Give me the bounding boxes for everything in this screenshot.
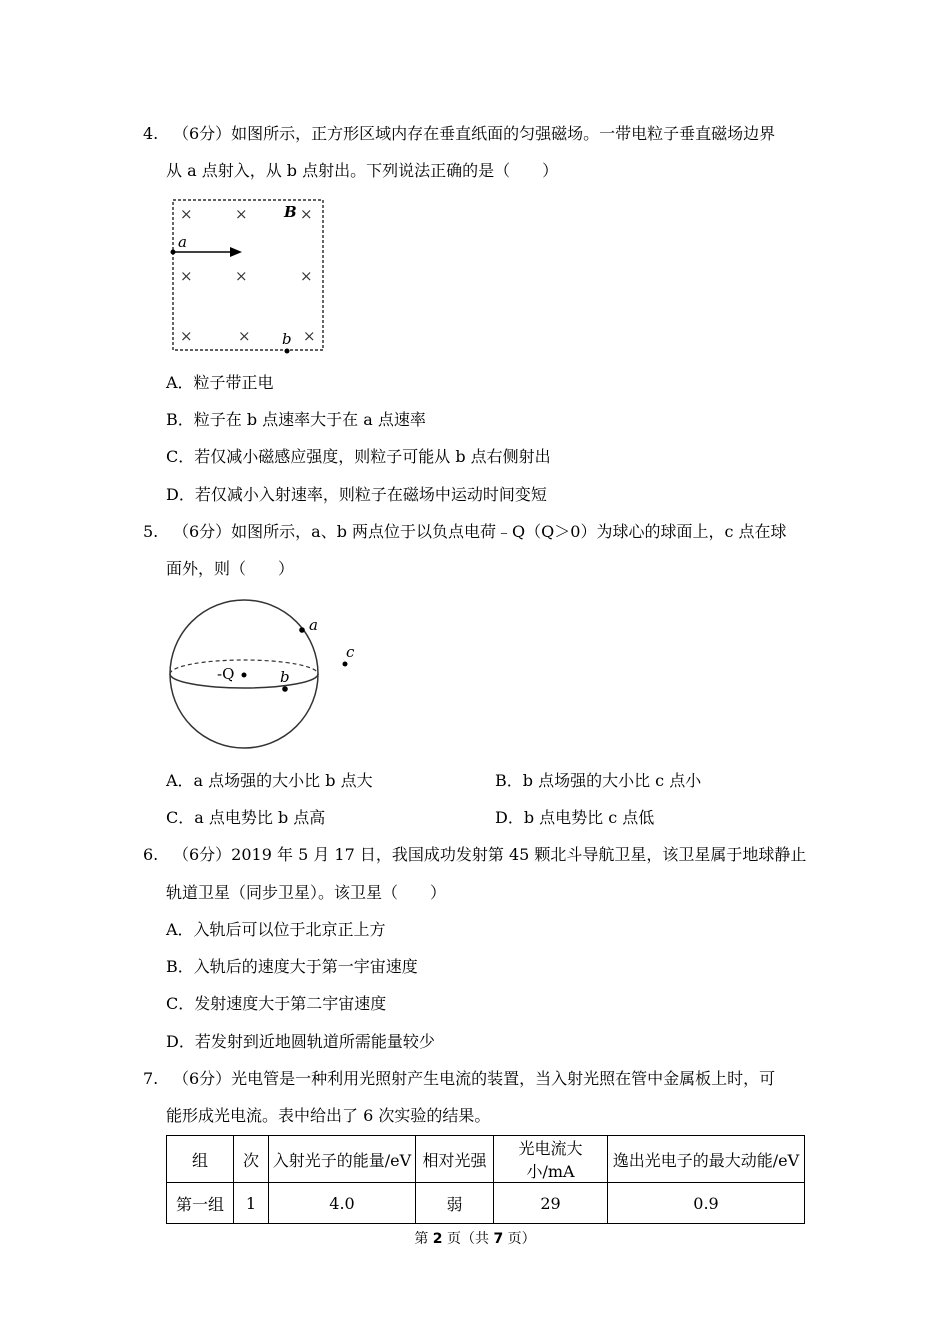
magnetic-field-figure (160, 190, 335, 360)
total-pages: 7 (493, 1231, 504, 1247)
option-d: D．若仅减小入射速率，则粒子在磁场中运动时间变短 (166, 485, 547, 504)
question-stem-line: （6分）光电管是一种利用光照射产生电流的装置，当入射光照在管中金属板上时，可 (173, 1069, 776, 1088)
option-d: D．b 点电势比 c 点低 (495, 808, 655, 827)
label-a: a (178, 233, 187, 251)
field-cross: × (180, 327, 193, 345)
question-stem-line: 面外，则（ ） (166, 559, 295, 578)
point-c (343, 662, 348, 667)
question-number: 5. (143, 522, 159, 541)
table-row (167, 1183, 805, 1224)
option-d: D．若发射到近地圆轨道所需能量较少 (166, 1032, 435, 1051)
option-a: A．粒子带正电 (166, 373, 274, 392)
option-a: A．a 点场强的大小比 b 点大 (166, 771, 373, 790)
results-table (166, 1135, 805, 1224)
table-header-cell: 入射光子的能量/eV (269, 1136, 416, 1183)
question-stem-line: （6分）如图所示，a、b 两点位于以负点电荷﹣Q（Q＞0）为球心的球面上，c 点在球 (173, 522, 787, 541)
field-cross: × (300, 267, 313, 285)
option-c: C．发射速度大于第二宇宙速度 (166, 994, 387, 1013)
footer-middle: 页（共 (442, 1231, 494, 1247)
field-cross: × (180, 267, 193, 285)
current-page: 2 (432, 1231, 443, 1247)
table-cell: 0.9 (608, 1183, 805, 1224)
point-b (285, 349, 290, 354)
question-stem-line: （6分）如图所示，正方形区域内存在垂直纸面的匀强磁场。一带电粒子垂直磁场边界 (173, 124, 776, 143)
field-cross: × (303, 327, 316, 345)
table-header-cell: 次 (234, 1136, 269, 1183)
question-number: 7. (143, 1069, 159, 1088)
question-stem-line: 轨道卫星（同步卫星）。该卫星（ ） (166, 883, 447, 902)
page-footer (0, 1228, 950, 1248)
field-cross: × (300, 205, 313, 223)
label-c: c (346, 643, 355, 661)
option-b: B．入轨后的速度大于第一宇宙速度 (166, 957, 418, 976)
question-stem-line: 能形成光电流。表中给出了 6 次实验的结果。 (166, 1106, 491, 1125)
footer-suffix: 页） (503, 1231, 536, 1247)
table-cell: 4.0 (269, 1183, 416, 1224)
table-header-cell: 组 (167, 1136, 234, 1183)
arrow-head (230, 247, 242, 257)
field-cross: × (235, 267, 248, 285)
table-header-cell: 相对光强 (416, 1136, 494, 1183)
table-cell: 弱 (416, 1183, 494, 1224)
table-cell: 第一组 (167, 1183, 234, 1224)
table-header-row (167, 1136, 805, 1183)
table-header-cell: 光电流大小/mA (494, 1136, 608, 1183)
option-b: B．b 点场强的大小比 c 点小 (495, 771, 702, 790)
label-b: b (282, 330, 292, 348)
question-number: 6. (143, 845, 159, 864)
label-b: b (280, 668, 290, 686)
field-cross: × (235, 205, 248, 223)
label-neg-Q: -Q (217, 665, 235, 683)
footer-prefix: 第 (414, 1231, 433, 1247)
table-cell: 29 (494, 1183, 608, 1224)
table-header-cell: 逸出光电子的最大动能/eV (608, 1136, 805, 1183)
question-stem-line: （6分）2019 年 5 月 17 日，我国成功发射第 45 颗北斗导航卫星，该卫星属于地球静止 (173, 845, 807, 864)
point-b (282, 686, 288, 692)
sphere-figure (160, 595, 370, 757)
option-c: C．若仅减小磁感应强度，则粒子可能从 b 点右侧射出 (166, 447, 551, 466)
table-cell: 1 (234, 1183, 269, 1224)
question-stem-line: 从 a 点射入，从 b 点射出。下列说法正确的是（ ） (166, 161, 559, 180)
option-b: B．粒子在 b 点速率大于在 a 点速率 (166, 410, 426, 429)
point-center (242, 673, 247, 678)
option-c: C．a 点电势比 b 点高 (166, 808, 326, 827)
field-cross: × (238, 327, 251, 345)
option-a: A．入轨后可以位于北京正上方 (166, 920, 386, 939)
field-cross: × (180, 205, 193, 223)
point-a (299, 627, 305, 633)
label-a: a (309, 616, 318, 634)
label-B: B (284, 203, 297, 221)
question-number: 4. (143, 124, 159, 143)
